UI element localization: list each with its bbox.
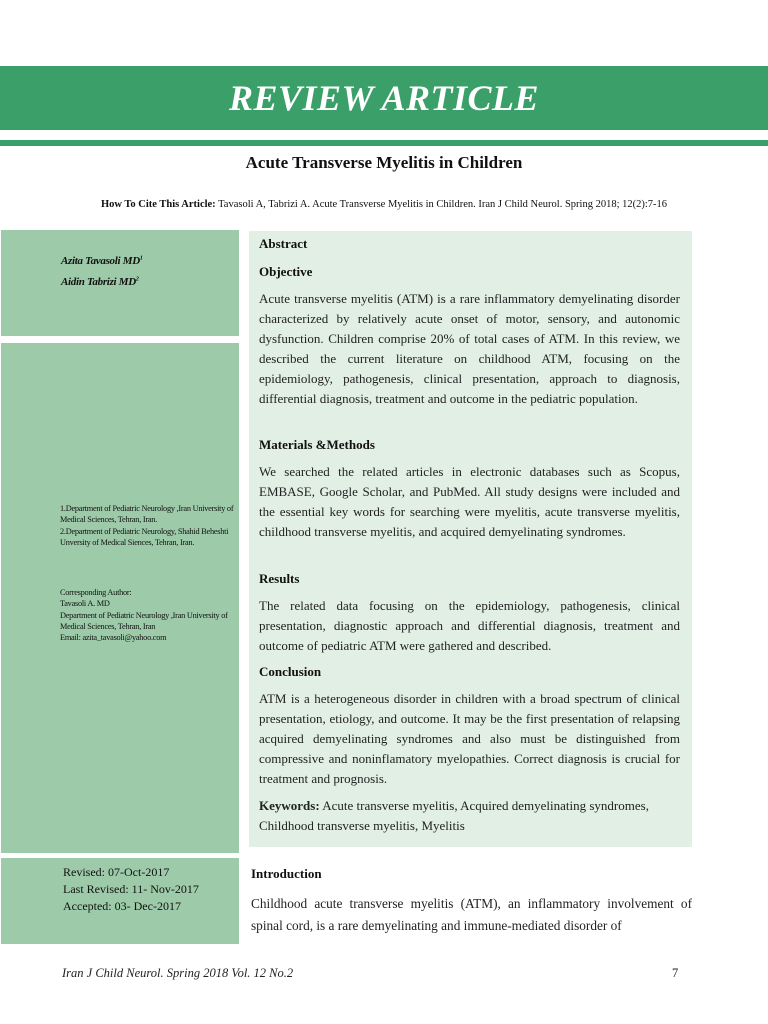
- results-text: The related data focusing on the epidemiology, pathogenesis, clinical presentation, diagnostic approach and differential diagnosis, treatment and outcome of pediatric ATM were gathered and described.: [259, 598, 680, 653]
- methods-heading: Materials &Methods: [259, 437, 375, 452]
- banner-title: REVIEW ARTICLE: [228, 78, 540, 118]
- footer-journal: Iran J Child Neurol. Spring 2018 Vol. 12 No.2: [62, 966, 294, 980]
- methods-text: We searched the related articles in electronic databases such as Scopus, EMBASE, Google Scholar, and PubMed. All study designs were included and the essential key words for searching were myelitis, acute transverse myelitis, childhood transverse myelitis, and acquired demyelinating syndromes.: [259, 464, 680, 539]
- last-revised-date: Last Revised: 11- Nov-2017: [63, 882, 199, 896]
- affiliation-1: 1.Department of Pediatric Neurology ,Iran University of Medical Sciences, Tehran, Iran.: [60, 504, 234, 525]
- results-heading: Results: [259, 571, 300, 586]
- corresponding-dept: Department of Pediatric Neurology ,Iran University of Medical Sciences, Tehran, Iran: [60, 610, 228, 631]
- corresponding-label: Corresponding Author:: [60, 588, 132, 597]
- authors-box: [1, 230, 239, 336]
- corresponding-author: [60, 587, 235, 643]
- keywords: [259, 796, 680, 836]
- objective-text: Acute transverse myelitis (ATM) is a rare inflammatory demyelinating disorder characterized by relatively acute onset of motor, sensory, and autonomic dysfunction. Children comprise 20% of total cases of ATM. In this review, we described the current literature on childhood ATM, focusing on the epidemiology, pathogenesis, clinical presentation, approach to diagnosis, differential diagnosis, treatment and outcome in the pediatric population.: [259, 291, 680, 406]
- corresponding-email[interactable]: Email: azita_tavasoli@yahoo.com: [60, 633, 167, 643]
- citation-text: Tavasoli A, Tabrizi A. Acute Transverse Myelitis in Children. Iran J Child Neurol. Spring 2018; 12(2):7-16: [218, 199, 668, 210]
- abstract-box: [249, 231, 692, 847]
- abstract-heading: Abstract: [259, 236, 308, 251]
- affiliation-2: 2.Department of Pediatric Neurology, Shahid Beheshti Unversity of Medical Siences, Tehran, Iran.: [60, 527, 229, 548]
- header-banner: [0, 66, 768, 130]
- author-1: Azita Tavasoli $MD^1$: [61, 255, 143, 267]
- header-rule: [0, 140, 768, 146]
- conclusion-heading: Conclusion: [259, 664, 322, 679]
- keywords-text: Acute transverse myelitis, Acquired demyelinating syndromes, Childhood transverse myelitis, Myelitis: [259, 798, 649, 833]
- revised-date: Revised: 07-Oct-2017: [63, 865, 170, 879]
- corresponding-name: Tavasoli A. MD: [60, 599, 110, 609]
- citation: [0, 199, 768, 210]
- article-title: Acute Transverse Myelitis in Children: [245, 153, 523, 172]
- accepted-date: Accepted: 03- Dec-2017: [63, 899, 181, 913]
- conclusion-text: ATM is a heterogeneous disorder in children with a broad spectrum of clinical presentation, etiology, and outcome. It may be the first presentation of relapsing acquired demyelinating syndromes and also must be distinguished from compressive and noninflamatory myelopathies. Correct diagnosis is crucial for treatment and prognosis.: [259, 691, 680, 786]
- citation-label: How To Cite This Article:: [100, 199, 216, 210]
- objective-heading: Objective: [259, 264, 313, 279]
- author-2: Aidin Tabrizi $MD^2$: [61, 276, 139, 288]
- introduction-heading: Introduction: [251, 866, 322, 881]
- affiliations-box: [1, 343, 239, 853]
- page-number: 7: [672, 966, 679, 980]
- introduction-text: Childhood acute transverse myelitis (ATM), an inflammatory involvement of spinal cord, is a rare demyelinating and immune-mediated disorder of: [251, 896, 692, 933]
- keywords-label: Keywords:: [259, 798, 320, 813]
- dates-box: [1, 858, 239, 944]
